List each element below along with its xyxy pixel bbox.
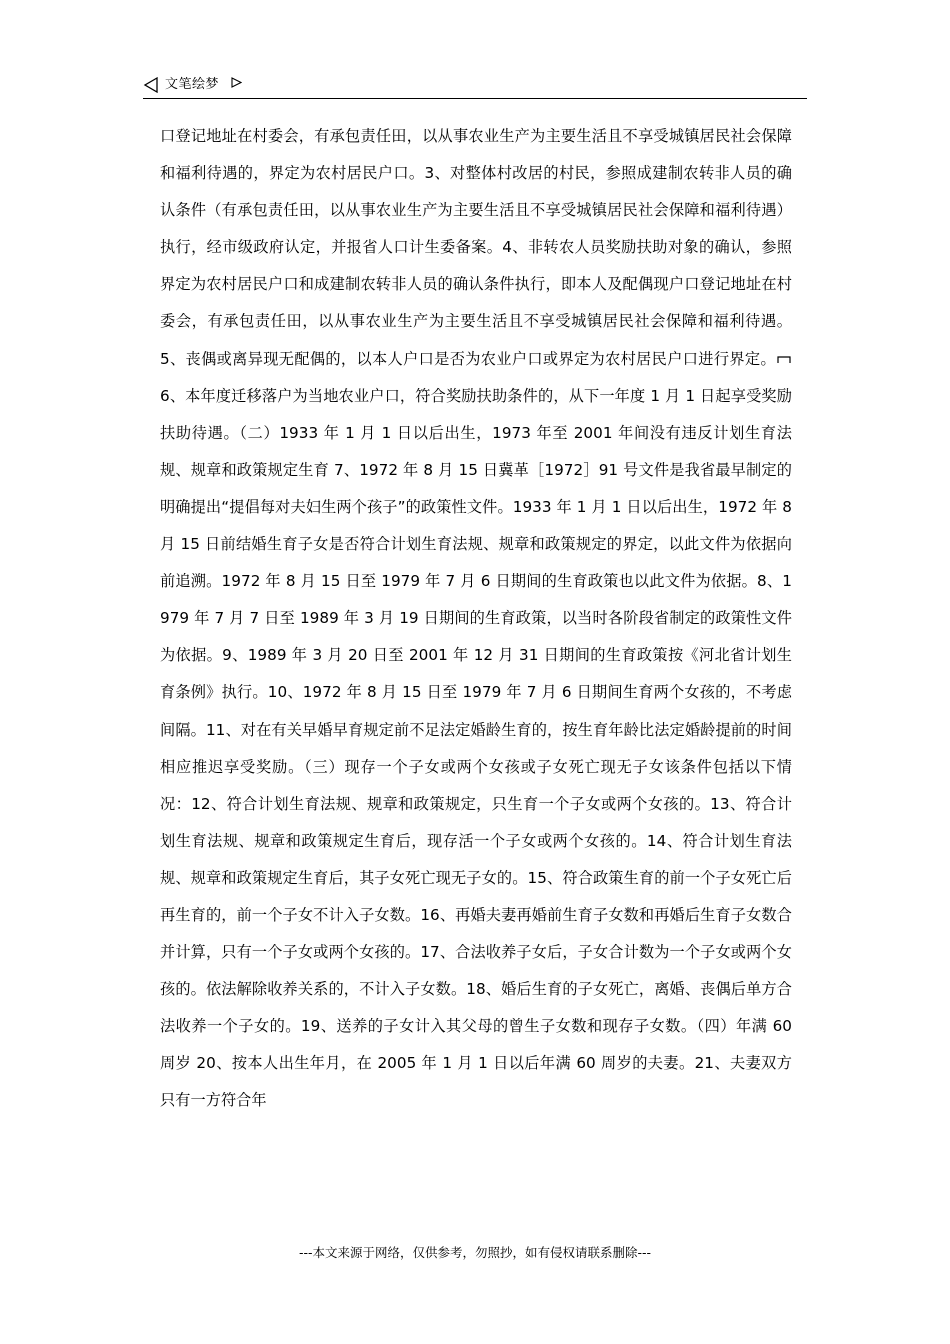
formatting-mark-icon [777,354,791,364]
triangle-left-outline-icon [143,77,159,93]
page-header [143,74,807,99]
body-text-segment-2: 6、本年度迁移落户为当地农业户口，符合奖励扶助条件的，从下一年度 1 月 1 日起享受奖励扶助待遇。（二）1933 年 1 月 1 日以后出生，1973 年至 2001 年间没有违反计划生育法规、规章和政策规定生育 7、1972 年 8 月 15 日冀革［1972］91 号文件是我省最早制定的明确提出“提倡每对夫妇生两个孩子”的政策性文件。1933 年 1 月 1 日以后出生，1972 年 8 月 15 日前结婚生育子女是否符合计划生育法规、规章和政策规定的界定，以此文件为依据向前追溯。1972 年 8 月 15 日至 1979 年 7 月 6 日期间的生育政策也以此文件为依据。8、1979 年 7 月 7 日至 1989 年 3 月 19 日期间的生育政策，以当时各阶段省制定的政策性文件为依据。9、1989 年 3 月 20 日至 2001 年 12 月 31 日期间的生育政策按《河北省计划生育条例》执行。10、1972 年 8 月 15 日至 1979 年 7 月 6 日期间生育两个女孩的，不考虑间隔。11、对在有关早婚早育规定前不足法定婚龄生育的，按生育年龄比法定婚龄提前的时间相应推迟享受奖励。（三）现存一个子女或两个女孩或子女死亡现无子女该条件包括以下情况：12、符合计划生育法规、规章和政策规定，只生育一个子女或两个女孩的。13、符合计划生育法规、规章和政策规定生育后，现存活一个子女或两个女孩的。14、符合计划生育法规、规章和政策规定生育后，其子女死亡现无子女的。15、符合政策生育的前一个子女死亡后再生育的，前一个子女不计入子女数。16、再婚夫妻再婚前生育子女数和再婚后生育子女数合并计算，只有一个子女或两个女孩的。17、合法收养子女后，子女合计数为一个子女或两个女孩的。依法解除收养关系的，不计入子女数。18、婚后生育的子女死亡，离婚、丧偶后单方合法收养一个子女的。19、送养的子女计入其父母的曾生子女数和现存子女数。（四）年满 60 周岁 20、按本人出生年月，在 2005 年 1 月 1 日以后年满 60 周岁的夫妻。21、夫妻双方只有一方符合年 [160,386,792,1110]
body-text-segment-1: 口登记地址在村委会，有承包责任田，以从事农业生产为主要生活且不享受城镇居民社会保障和福利待遇的，界定为农村居民户口。3、对整体村改居的村民，参照成建制农转非人员的确认条件（有承包责任田，以从事农业生产为主要生活且不享受城镇居民社会保障和福利待遇）执行，经市级政府认定，并报省人口计生委备案。4、非转农人员奖励扶助对象的确认，参照界定为农村居民户口和成建制农转非人员的确认条件执行，即本人及配偶现户口登记地址在村委会，有承包责任田，以从事农业生产为主要生活且不享受城镇居民社会保障和福利待遇。5、丧偶或离异现无配偶的，以本人户口是否为农业户口或界定为农村居民户口进行界定。 [160,127,792,368]
document-body [160,118,792,1120]
header-title: 文笔绘梦 [165,77,220,92]
triangle-right-outline-icon [231,77,242,88]
page-footer: ---本文来源于网络，仅供参考，勿照抄，如有侵权请联系删除--- [298,1245,652,1260]
